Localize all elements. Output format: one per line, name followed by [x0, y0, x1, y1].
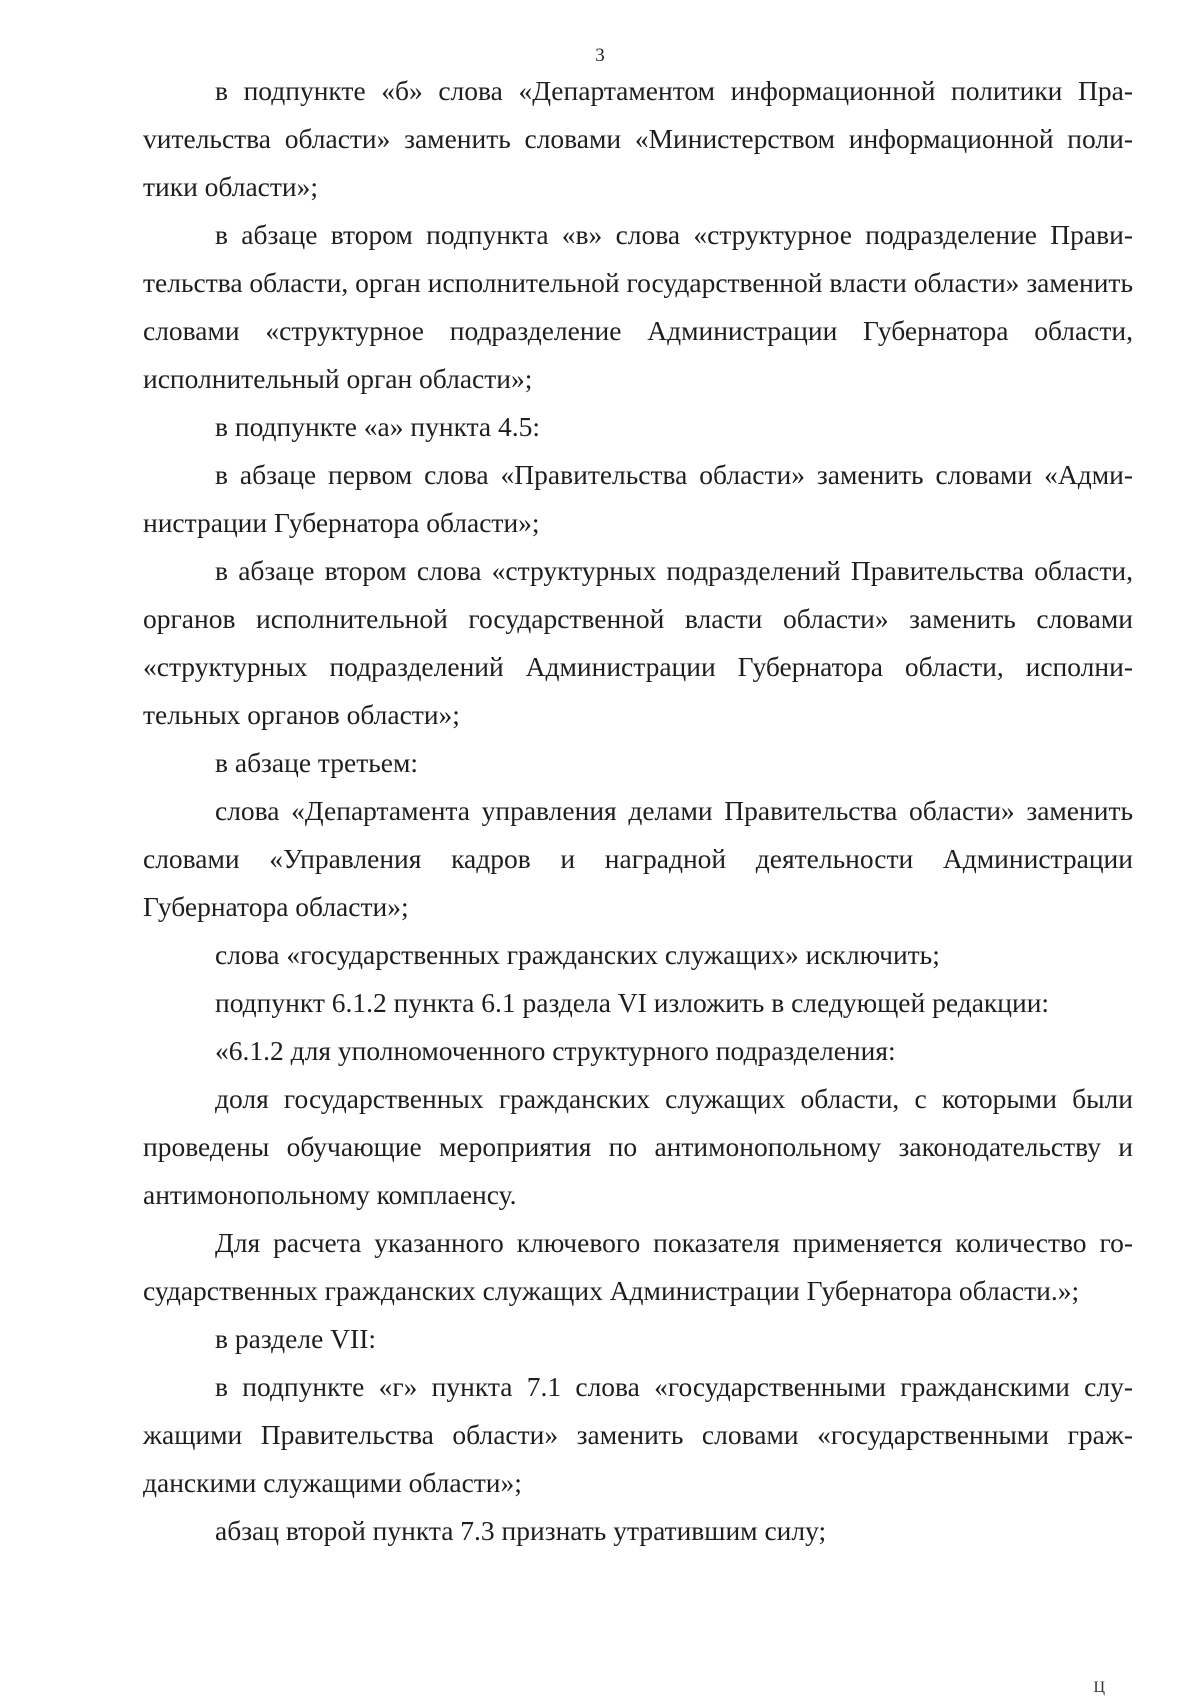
paragraph: «6.1.2 для уполномоченного структурного подразделения:	[215, 1035, 896, 1066]
paragraph: в разделе VII:	[215, 1323, 376, 1354]
paragraph: слова «Департамента управления делами Правительства области» заменить словами «Управления кадров и наградной деятельности Администрации Губернатора области»;	[143, 795, 1133, 922]
page-number: 3	[595, 45, 605, 66]
paragraph: доля государственных гражданских служащих области, с которыми были проведены обучающие мероприятия по антимонопольному законодательству и антимонопольному комплаенсу.	[143, 1083, 1133, 1210]
paragraph: в абзаце первом слова «Правительства области» заменить словами «Администрации Губернатора области»;	[143, 459, 1133, 538]
page-corner-mark: Ц	[1093, 1679, 1105, 1696]
paragraph: в абзаце втором слова «структурных подразделений Правительства области, органов исполнительной государственной власти области» заменить словами «структурных подразделений Администрации Губернатора области, исполнительных органов области»;	[143, 555, 1133, 730]
paragraph: в подпункте «б» слова «Департаментом информационной политики Праvительства области» заменить словами «Министерством информационной политики области»;	[143, 75, 1133, 202]
paragraph: подпункт 6.1.2 пункта 6.1 раздела VI изложить в следующей редакции:	[215, 987, 1050, 1018]
document-body	[143, 67, 1133, 1555]
paragraph: в абзаце третьем:	[215, 747, 419, 778]
paragraph: в подпункте «а» пункта 4.5:	[215, 411, 541, 442]
paragraph: в подпункте «г» пункта 7.1 слова «государственными гражданскими служащими Правительства области» заменить словами «государственными гражданскими служащими области»;	[143, 1371, 1133, 1498]
paragraph: слова «государственных гражданских служащих» исключить;	[215, 939, 940, 970]
paragraph: в абзаце втором подпункта «в» слова «структурное подразделение Правительства области, орган исполнительной государственной власти области» заменить словами «структурное подразделение Администрации Губернатора области, исполнительный орган области»;	[143, 219, 1133, 394]
paragraph: абзац второй пункта 7.3 признать утратившим силу;	[215, 1515, 827, 1546]
paragraph: Для расчета указанного ключевого показателя применяется количество государственных гражданских служащих Администрации Губернатора области.»;	[143, 1227, 1133, 1306]
